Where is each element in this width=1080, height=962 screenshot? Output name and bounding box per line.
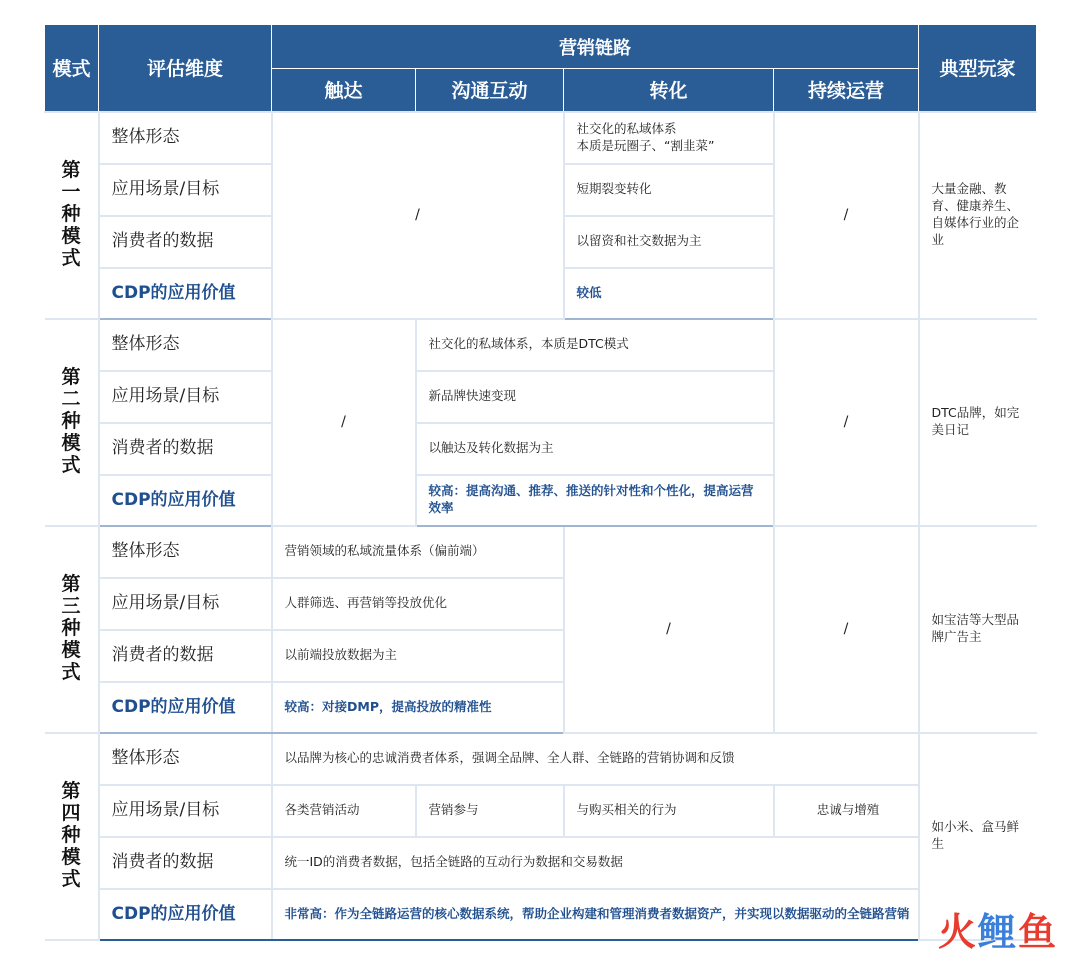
header-marketing-chain: 营销链路: [272, 25, 919, 69]
mode-2-reach: /: [272, 319, 416, 526]
mode-1-scene: 短期裂变转化: [564, 164, 774, 216]
mode-2-scene: 新品牌快速变现: [416, 371, 774, 423]
mode-3-name: 第三种模式: [45, 526, 99, 733]
mode-2-player: DTC品牌，如完美日记: [919, 319, 1037, 526]
mode-3-player: 如宝洁等大型品牌广告主: [919, 526, 1037, 733]
mode-2-operate: /: [774, 319, 919, 526]
header-reach: 触达: [272, 69, 416, 112]
mode-1-dim-scene: 应用场景/目标: [99, 164, 272, 216]
cdp-mode-table: [44, 24, 1037, 941]
mode-3-form: 营销领域的私域流量体系（偏前端）: [272, 526, 564, 578]
header-mode: 模式: [45, 25, 99, 112]
mode-3-dim-data: 消费者的数据: [99, 630, 272, 682]
mode-4-name: 第四种模式: [45, 733, 99, 940]
mode-1-dim-form: 整体形态: [99, 112, 272, 164]
mode-3-dim-scene: 应用场景/目标: [99, 578, 272, 630]
mode-4-scene-convert: 与购买相关的行为: [564, 785, 774, 837]
mode-1-name: 第一种模式: [45, 112, 99, 319]
mode-3-data: 以前端投放数据为主: [272, 630, 564, 682]
mode-1-dim-data: 消费者的数据: [99, 216, 272, 268]
mode-4-scene-interact: 营销参与: [416, 785, 564, 837]
mode-4-data: 统一ID的消费者数据，包括全链路的互动行为数据和交易数据: [272, 837, 919, 889]
mode-4-cdp: 非常高：作为全链路运营的核心数据系统，帮助企业构建和管理消费者数据资产，并实现以数据驱动的全链路营销: [272, 889, 919, 940]
mode-3-scene: 人群筛选、再营销等投放优化: [272, 578, 564, 630]
mode-4-dim-data: 消费者的数据: [99, 837, 272, 889]
brand-logo: [938, 901, 1058, 956]
header-interact: 沟通互动: [416, 69, 564, 112]
mode-4-scene-reach: 各类营销活动: [272, 785, 416, 837]
mode-1-form: 社交化的私域体系 本质是玩圈子、“割韭菜”: [564, 112, 774, 164]
mode-4-dim-cdp: CDP的应用价值: [99, 889, 272, 940]
header-dimension: 评估维度: [99, 25, 272, 112]
mode-3-operate: /: [774, 526, 919, 733]
mode-4-dim-scene: 应用场景/目标: [99, 785, 272, 837]
mode-2-cdp: 较高：提高沟通、推荐、推送的针对性和个性化，提高运营效率: [416, 475, 774, 526]
mode-3-convert: /: [564, 526, 774, 733]
mode-4-player: 如小米、盒马鲜生: [919, 733, 1037, 940]
mode-2-name: 第二种模式: [45, 319, 99, 526]
mode-3-cdp: 较高：对接DMP，提高投放的精准性: [272, 682, 564, 733]
mode-2-dim-form: 整体形态: [99, 319, 272, 371]
mode-2-data: 以触达及转化数据为主: [416, 423, 774, 475]
mode-1-operate: /: [774, 112, 919, 319]
mode-1-data: 以留资和社交数据为主: [564, 216, 774, 268]
logo-char-1: 火: [937, 910, 978, 954]
header-operate: 持续运营: [774, 69, 919, 112]
mode-2-dim-cdp: CDP的应用价值: [99, 475, 272, 526]
mode-2-dim-data: 消费者的数据: [99, 423, 272, 475]
logo-char-3: 鱼: [1017, 910, 1058, 954]
mode-3-dim-form: 整体形态: [99, 526, 272, 578]
logo-char-2: 鲤: [977, 910, 1018, 954]
header-typical-player: 典型玩家: [919, 25, 1037, 112]
mode-2-form: 社交化的私域体系，本质是DTC模式: [416, 319, 774, 371]
mode-1-reach-interact: /: [272, 112, 564, 319]
mode-1-cdp: 较低: [564, 268, 774, 319]
mode-3-dim-cdp: CDP的应用价值: [99, 682, 272, 733]
mode-4-dim-form: 整体形态: [99, 733, 272, 785]
mode-1-player: 大量金融、教育、健康养生、自媒体行业的企业: [919, 112, 1037, 319]
mode-1-dim-cdp: CDP的应用价值: [99, 268, 272, 319]
mode-4-form: 以品牌为核心的忠诚消费者体系，强调全品牌、全人群、全链路的营销协调和反馈: [272, 733, 919, 785]
mode-4-scene-operate: 忠诚与增殖: [774, 785, 919, 837]
mode-2-dim-scene: 应用场景/目标: [99, 371, 272, 423]
header-convert: 转化: [564, 69, 774, 112]
